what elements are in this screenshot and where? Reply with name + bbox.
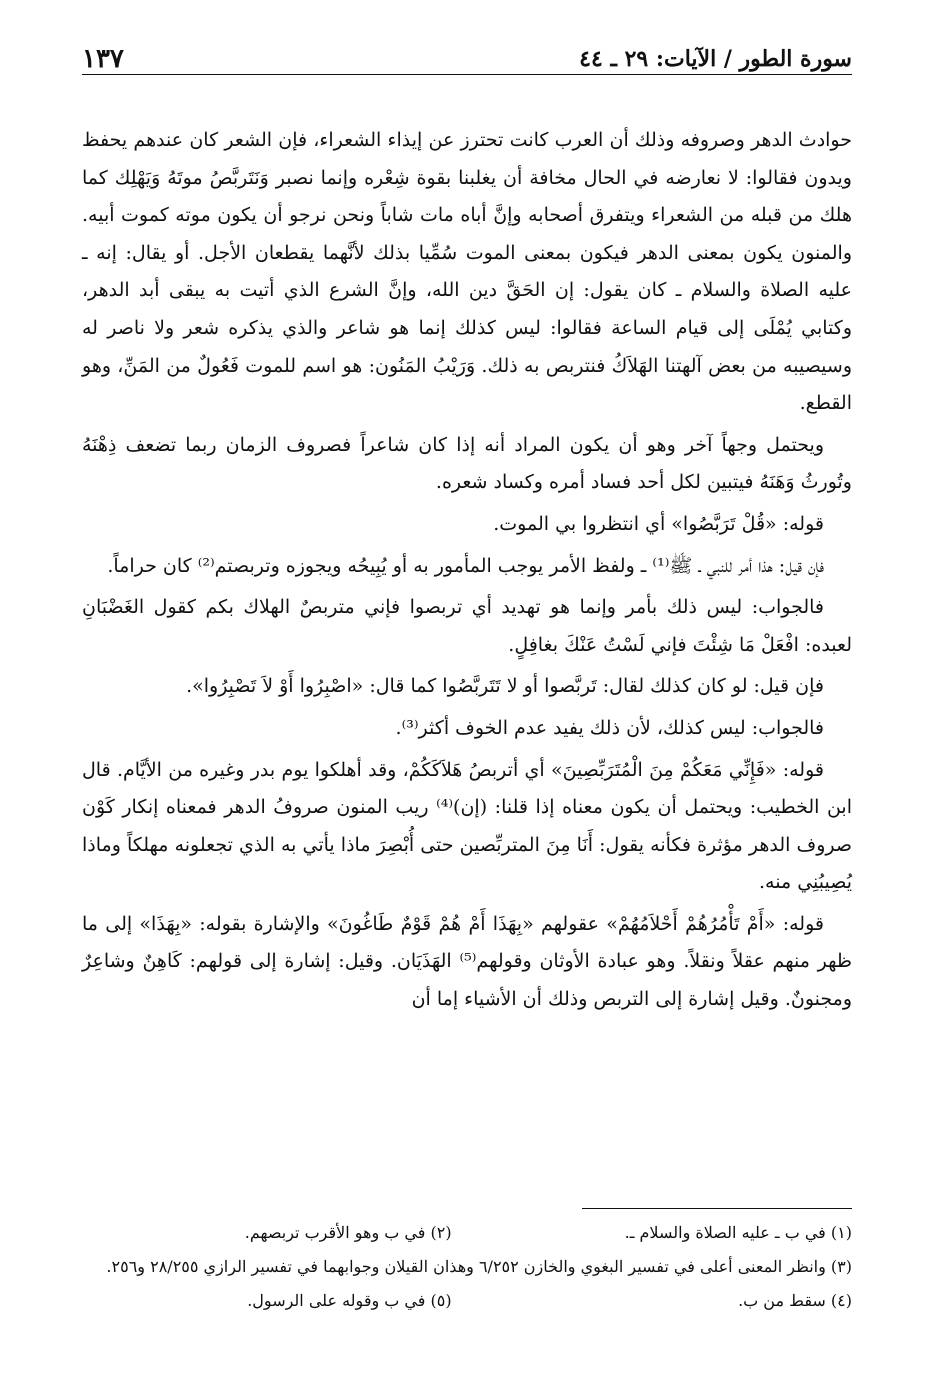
paragraph: فالجواب: ليس ذلك بأمر وإنما هو تهديد أي تربصوا فإني متربصٌ الهلاك بكم كقول الغَضْبَانِ لعبده: افْعَلْ مَا شِئْتَ فإني لَسْتُ عَنْكَ بغافِلٍ.: [82, 596, 852, 656]
paragraph: ويحتمل وجهاً آخر وهو أن يكون المراد أنه إذا كان شاعراً فصروف الزمان ربما تضعف ذِهْنَهُ وتُورثُ وَهَنَهُ فيتبين لكل أحد فساد أمره وكساد شعره.: [82, 433, 852, 494]
paragraph: قوله: «قُلْ تَرَبَّصُوا» أي انتظروا بي الموت.: [493, 512, 824, 535]
running-header: [82, 40, 852, 75]
page: [82, 40, 852, 1340]
paragraph: فإن قيل: لو كان كذلك لقال: تَربَّصوا أو لا تَتَربَّصُوا كما قال: «اصْبِرُوا أَوْ لاَ تَصْبِرُوا».: [186, 675, 824, 698]
footnote-3: (٣) وانظر المعنى أعلى في تفسير البغوي والخازن ٦/٢٥٢ وهذان القيلان وجوابهما في تفسير الرازي ٢٨/٢٥٥ و٢٥٦.: [106, 1257, 852, 1276]
footnote-row: [82, 1288, 852, 1314]
footnote-divider: [582, 1208, 852, 1209]
page-number: ١٣٧: [82, 44, 124, 74]
paragraph: قوله: «أَمْ تَأْمُرُهُمْ أَحْلاَمُهُمْ» عقولهم «بِهَذَا أَمْ هُمْ قَوْمٌ طَاغُونَ» والإشارة بقوله: «بِهَذَا» إلى ما ظهر منهم عقلاً ونقلاً. وهو عبادة الأوثان وقولهم⁽⁵⁾ الهَذَيَان. وقيل: إشارة إلى قولهم: كَاهِنٌ وشاعِرٌ ومجنونٌ. وقيل إشارة إلى التربص وذلك أن الأشياء إما أن: [82, 912, 852, 1011]
paragraph: حوادث الدهر وصروفه وذلك أن العرب كانت تحترز عن إيذاء الشعراء، فإن الشعر كان عندهم يحفظ ويدون فقالوا: لا نعارضه في الحال مخافة أن يغلبنا بقوة شِعْره وإنما نصبر وَنَتَربَّصُ موتَهُ وَيَهْلِك كما هلك من قبله من الشعراء ويتفرق أصحابه وإنَّ أباه مات شاباً ونحن نرجو أن يكون موته كموت أبيه. والمنون يكون بمعنى الدهر فيكون بمعنى الموت سُمِّيا بذلك لأنَّهما يقطعان الأجل. أو يقال: إنه ـ عليه الصلاة والسلام ـ كان يقول: إن الحَقَّ دين الله، وإنَّ الشرع الذي أتيت به يبقى أبد الدهر، وكتابي يُمْلَى إلى قيام الساعة فقالوا: ليس كذلك إنما هو شاعر والذي يذكره شعر ولا ناصر له وسيصيبه من بعض آلهتنا الهَلاَكُ فنتربص به ذلك. وَرَيْبُ المَنُون: هو اسم للموت فَعُولٌ من المَنِّ، وهو القطع.: [82, 129, 852, 415]
footnote-1: (١) في ب ـ عليه الصلاة والسلام ـ.: [624, 1223, 852, 1242]
paragraph: فإن قيل: هذا أمر للنبي ـ ﷺ⁽¹⁾ ـ ولفظ الأمر يوجب المأمور به أو يُبِيحُه ويجوزه وتربصتم⁽²⁾ كان حراماً.: [107, 554, 824, 577]
footnote-5: (٥) في ب وقوله على الرسول.: [247, 1291, 452, 1310]
footnote-row: [82, 1220, 852, 1246]
footnote-2: (٢) في ب وهو الأقرب تربصهم.: [244, 1223, 452, 1242]
surah-title: سورة الطور / الآيات: ٢٩ ـ ٤٤: [579, 46, 852, 72]
paragraph: قوله: «فَإِنِّي مَعَكُمْ مِنَ الْمُتَرَبِّصِينَ» أي أتربصُ هَلاَكَكُمْ، وقد أهلكوا يوم بدر وغيره من الأيَّام. قال ابن الخطيب: ويحتمل أن يكون معناه إذا قلنا: (إن)⁽⁴⁾ ريب المنون صروفُ الدهر فمعناه إنكار كَوْن صروف الدهر مؤثرة فكأنه يقول: أَنَا مِنَ المتربِّصين حتى أُبْصِرَ ماذا يأتي به الذي تجعلونه مهلكاً وماذا يُصِيبُنِي منه.: [82, 758, 852, 894]
footnote-4: (٤) سقط من ب.: [738, 1291, 852, 1310]
main-text: [82, 122, 852, 1023]
paragraph: فالجواب: ليس كذلك، لأن ذلك يفيد عدم الخوف أكثر⁽³⁾.: [395, 716, 824, 739]
footnotes: [82, 1220, 852, 1322]
